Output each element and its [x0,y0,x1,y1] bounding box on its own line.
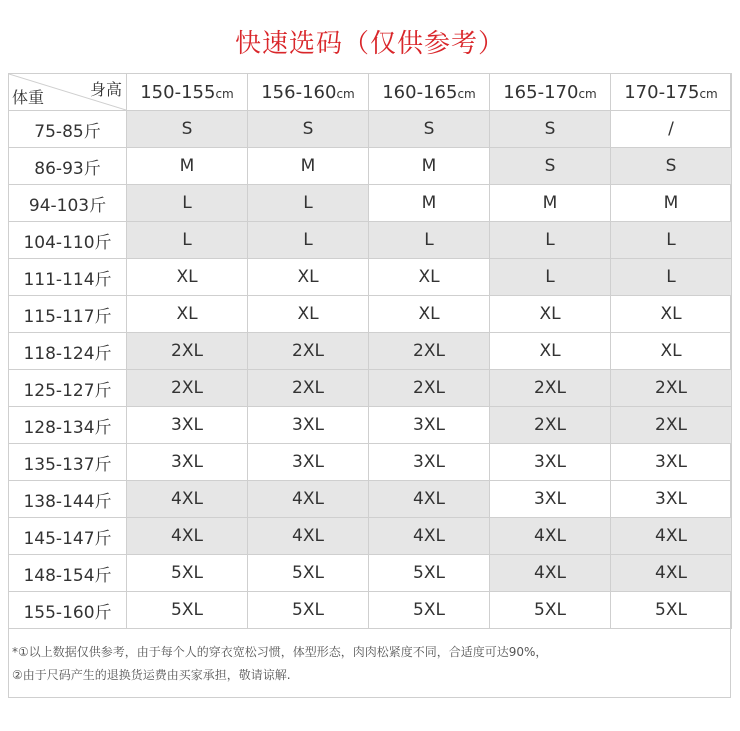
size-cell: 3XL [369,407,490,444]
size-cell: XL [611,333,732,370]
height-range: 160-165 [382,81,458,103]
size-cell: L [490,259,611,296]
table-row [9,296,732,333]
table-row [9,333,732,370]
height-unit: cm [578,86,597,101]
table-row [9,111,732,148]
size-cell: 3XL [127,444,248,481]
size-cell: 4XL [490,555,611,592]
size-cell: 4XL [127,518,248,555]
weight-cell: 148-154斤 [9,555,127,592]
size-cell: 3XL [490,481,611,518]
height-range: 165-170 [503,81,579,103]
weight-cell: 145-147斤 [9,518,127,555]
size-cell: 2XL [369,370,490,407]
height-header [369,74,490,111]
size-cell: 4XL [369,518,490,555]
size-cell: 2XL [248,370,369,407]
size-cell: S [611,148,732,185]
table-row [9,481,732,518]
weight-cell: 104-110斤 [9,222,127,259]
size-cell: 3XL [611,481,732,518]
weight-cell: 128-134斤 [9,407,127,444]
table-row [9,259,732,296]
height-header [127,74,248,111]
size-cell: 2XL [127,333,248,370]
size-cell: M [127,148,248,185]
height-range: 170-175 [624,81,700,103]
footnote-line: *①以上数据仅供参考，由于每个人的穿衣宽松习惯，体型形态，肉肉松紧度不同，合适度可达90%， [12,645,548,659]
header-row [9,74,732,111]
size-cell: 2XL [490,407,611,444]
size-cell: L [248,222,369,259]
table-row [9,185,732,222]
size-cell: 3XL [611,444,732,481]
size-cell: 4XL [369,481,490,518]
height-unit: cm [215,86,234,101]
weight-axis-label: 体重 [12,88,45,107]
size-cell: L [369,222,490,259]
height-range: 150-155 [140,81,216,103]
size-cell: L [127,222,248,259]
height-header [611,74,732,111]
size-cell: 5XL [248,555,369,592]
height-range: 156-160 [261,81,337,103]
table-row [9,444,732,481]
size-cell: 3XL [248,444,369,481]
size-cell: XL [369,296,490,333]
table-row [9,592,732,629]
size-cell: 4XL [248,481,369,518]
page-title: 快速选码（仅供参考） [234,29,505,59]
size-cell: 5XL [127,555,248,592]
size-cell: XL [490,296,611,333]
weight-cell: 75-85斤 [9,111,127,148]
height-unit: cm [457,86,476,101]
size-cell: XL [127,259,248,296]
size-cell: 4XL [611,555,732,592]
weight-cell: 111-114斤 [9,259,127,296]
size-cell: M [369,185,490,222]
size-cell: M [248,148,369,185]
table-row [9,148,732,185]
size-cell: L [611,222,732,259]
size-cell: XL [248,296,369,333]
size-cell: XL [127,296,248,333]
size-cell: 2XL [248,333,369,370]
size-cell: 4XL [611,518,732,555]
size-cell: XL [490,333,611,370]
size-cell: L [248,185,369,222]
size-cell: 2XL [611,370,732,407]
size-cell: 5XL [369,592,490,629]
weight-cell: 86-93斤 [9,148,127,185]
size-cell: 5XL [611,592,732,629]
size-cell: M [490,185,611,222]
corner-cell [9,74,127,111]
table-row [9,518,732,555]
size-cell: M [369,148,490,185]
weight-cell: 138-144斤 [9,481,127,518]
size-chart-table [8,73,732,629]
height-header [248,74,369,111]
weight-cell: 118-124斤 [9,333,127,370]
table-row [9,407,732,444]
size-cell: L [127,185,248,222]
footnotes [12,641,727,687]
size-cell: 2XL [369,333,490,370]
weight-cell: 94-103斤 [9,185,127,222]
size-cell: 3XL [369,444,490,481]
weight-cell: 115-117斤 [9,296,127,333]
height-unit: cm [336,86,355,101]
size-cell: 5XL [490,592,611,629]
size-cell: S [248,111,369,148]
size-cell: 4XL [490,518,611,555]
size-cell: 5XL [127,592,248,629]
size-cell: 3XL [127,407,248,444]
size-cell: S [369,111,490,148]
size-cell: XL [248,259,369,296]
size-cell: 4XL [127,481,248,518]
size-cell: S [490,111,611,148]
size-cell: S [127,111,248,148]
size-cell: XL [611,296,732,333]
height-header [490,74,611,111]
height-unit: cm [699,86,718,101]
size-cell: 3XL [248,407,369,444]
size-cell: S [490,148,611,185]
table-row [9,222,732,259]
size-cell: / [611,111,732,148]
size-cell: 3XL [490,444,611,481]
size-cell: 5XL [248,592,369,629]
size-cell: M [611,185,732,222]
table-row [9,370,732,407]
size-cell: L [611,259,732,296]
size-cell: 2XL [490,370,611,407]
size-cell: 5XL [369,555,490,592]
size-cell: XL [369,259,490,296]
size-cell: 4XL [248,518,369,555]
size-cell: 2XL [611,407,732,444]
size-cell: L [490,222,611,259]
footnote-line: ②由于尺码产生的退换货运费由买家承担，敬请谅解. [12,668,291,682]
weight-cell: 125-127斤 [9,370,127,407]
weight-cell: 155-160斤 [9,592,127,629]
height-axis-label: 身高 [89,80,122,99]
weight-cell: 135-137斤 [9,444,127,481]
table-row [9,555,732,592]
size-cell: 2XL [127,370,248,407]
